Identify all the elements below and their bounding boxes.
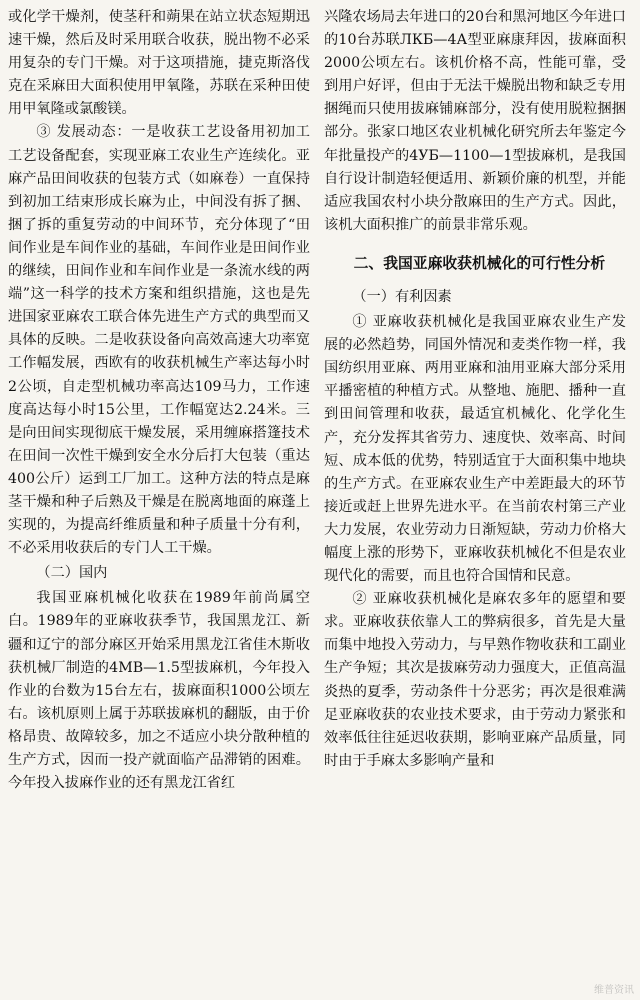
subheading-favorable-factors: （一）有利因素 (352, 288, 452, 305)
paragraph-imported-machines: 兴隆农场局去年进口的20台和黑河地区今年进口的10台苏联ЛКБ—4А型亚麻康拜因，拔麻面积2000公顷左右。该机价格不高，性能可靠，受到用户好评，但由于无法干燥脱出物和缺乏专用捆绳而只使用拔麻铺麻部分，没有使用脱粒捆捆部分。张家口地区农业机械化研究所去年鉴定今年批量投产的4УБ—1100—1型拔麻机，是我国自行设计制造轻便适用、新颖价廉的机型，并能适应我国农村小块分散麻田的生产方式。因此，该机大面积推广的前景非常乐观。 (324, 9, 626, 233)
paragraph-development-trends: ③ 发展动态：一是收获工艺设备用初加工工艺设备配套，实现亚麻工农业生产连续化。亚麻产品田间收获的包装方式（如麻卷）一直保持到初加工结束形成长麻为止，中间没有拆了捆、捆了拆的重复劳动的中间环节，充分体现了“田间作业是车间作业的基础，车间作业是田间作业的继续，田间作业和车间作业是一条流水线的两端”这一科学的技术方案和组织措施，这也是先进国家亚麻农工联合体先进生产方式的典型而又具体的反映。二是收获设备向高效高速大功率宽工作幅发展，西欧有的收获机械生产率达每小时2公顷，自走型机械功率高达109马力，工作速度高达每小时15公里，工作幅宽达2.24米。三是向田间实现彻底干燥发展，采用缠麻搭篷技术在田间一次性干燥到安全水分后打大包装（重达400公斤）运到工厂加工。这种方法的特点是麻茎干燥和种子后熟及干燥是在脱离地面的麻蓬上实现的，为提高纤维质量和种子质量十分有利，不必采用收获后的专门人工干燥。 (8, 124, 310, 557)
subheading-domestic: （二）国内 (36, 565, 108, 582)
paragraph-drying-measures: 或化学干燥剂，使茎秆和蒴果在站立状态短期迅速干燥，然后及时采用联合收获，脱出物不必采用复杂的专门干燥。对于这项措施，捷克斯洛伐克在采麻田大面积使用甲氧隆，苏联在采种田使用甲氧隆或氯酸镁。 (8, 9, 310, 118)
paragraph-domestic-status: 我国亚麻机械化收获在1989年前尚属空白。1989年的亚麻收获季节，我国黑龙江、新疆和辽宁的部分麻区开始采用黑龙江省佳木斯收获机械厂制造的4MB—1.5型拔麻机，今年投入作业的台数为15台左右，拔麻面积1000公顷左右。该机原则上属于苏联拔麻机的翻版，由于价格昂贵、故障较多，加之不适应小块分散种植的生产方式，因而一投产就面临产品滞销的困难。今年投入拔麻作业的还有黑龙江省红 (8, 590, 310, 792)
paragraph-farmers-wishes: ② 亚麻收获机械化是麻农多年的愿望和要求。亚麻收获依靠人工的弊病很多，首先是大量而集中地投入劳动力，与早熟作物收获和工副业生产争短；其次是拔麻劳动力强度大，正值高温炎热的夏季，劳动条件十分恶劣；再次是很难满足亚麻收获的农业技术要求，由于劳动力紧张和效率低往往延迟收获期，影响亚麻产品质量，同时由于手麻太多影响产量和 (324, 591, 626, 769)
right-column (324, 6, 626, 1000)
section-heading-feasibility: 二、我国亚麻收获机械化的可行性分析 (353, 254, 606, 272)
watermark: 维普资讯 (594, 985, 634, 996)
left-column (8, 6, 310, 1000)
paragraph-inevitable-trend: ① 亚麻收获机械化是我国亚麻农业生产发展的必然趋势，同国外情况和麦类作物一样，我国纺织用亚麻、两用亚麻和油用亚麻大部分采用平播密植的种植方式。从整地、施肥、播种一直到田间管理和收获，最适宜机械化、化学化生产，充分发挥其省劳力、速度快、效率高、时间短、成本低的优势，特别适宜于大面积集中地块的生产方式。在亚麻农业生产中差距最大的环节接近或赶上世界先进水平。在当前农村第三产业大力发展，农业劳动力日渐短缺，劳动力价格大幅度上涨的形势下，亚麻收获机械化不但是农业现代化的需要，而且也符合国情和民意。 (324, 314, 626, 585)
